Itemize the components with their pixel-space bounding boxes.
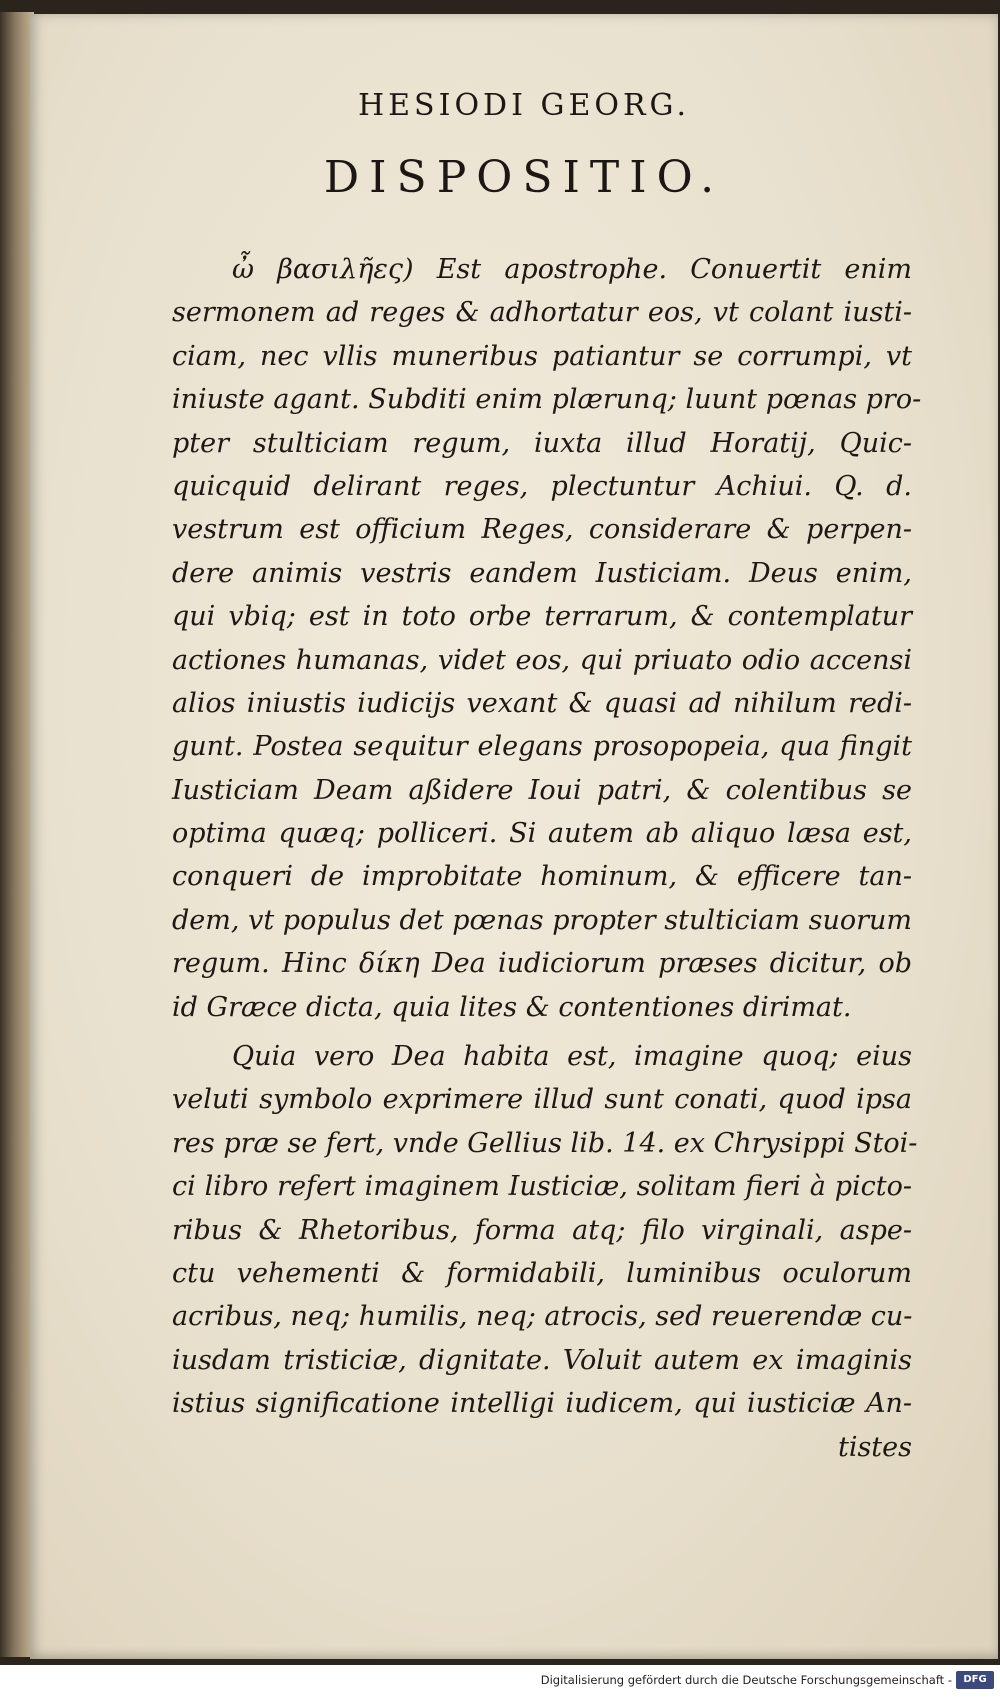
text-line: iusdam tristiciæ, dignitate. Voluit autem ex imaginis: [172, 1344, 912, 1376]
text-line: iniuste agant. Subditi enim plærunq; luunt pœnas pro-: [172, 384, 922, 416]
text-line: sermonem ad reges & adhortatur eos, vt colant iusti-: [172, 297, 912, 329]
text-line: ciam, nec vllis muneribus patiantur se corrumpi, vt: [172, 340, 912, 372]
text-line: regum. Hinc δίκη Dea iudiciorum præses dicitur, ob: [172, 948, 912, 980]
text-line: Iusticiam Deam aßidere Ioui patri, & colentibus se: [172, 774, 912, 806]
text-line: ribus & Rhetoribus, forma atq; filo virginali, aspe-: [172, 1214, 912, 1246]
text-line: ὦ βασιλῆες) Est apostrophe. Conuertit enim: [232, 254, 912, 285]
book-page: [30, 14, 998, 1659]
body-text: [172, 248, 922, 1469]
text-line: pter stulticiam regum, iuxta illud Horatij, Quic-: [172, 427, 912, 459]
text-line: alios iniustis iudicijs vexant & quasi ad nihilum redi-: [172, 687, 912, 719]
text-line: id Græce dicta, quia lites & contentiones dirimat.: [172, 991, 852, 1023]
dfg-logo: DFG: [956, 1671, 994, 1689]
text-line: istius significatione intelligi iudicem, qui iusticiæ An-: [172, 1388, 912, 1420]
text-line: vestrum est officium Reges, considerare & perpen-: [172, 514, 912, 546]
text-line: acribus, neq; humilis, neq; atrocis, sed reuerendæ cu-: [172, 1301, 913, 1333]
book-edge: [0, 12, 34, 1657]
text-line: conqueri de improbitate hominum, & efficere tan-: [172, 861, 912, 893]
catchword: tistes: [837, 1431, 912, 1463]
text-line: actiones humanas, videt eos, qui priuato odio accensi: [172, 644, 912, 676]
text-line: dem, vt populus det pœnas propter stulticiam suorum: [172, 904, 912, 936]
text-line: gunt. Postea sequitur elegans prosopopeia, qua fingit: [172, 731, 912, 763]
text-line: res præ se fert, vnde Gellius lib. 14. ex Chrysippi Stoi-: [172, 1127, 918, 1159]
text-line: veluti symbolo exprimere illud sunt conati, quod ipsa: [172, 1084, 912, 1116]
funding-credit: Digitalisierung gefördert durch die Deutsche Forschungsgemeinschaft -: [540, 1673, 952, 1687]
text-line: qui vbiq; est in toto orbe terrarum, & contemplatur: [172, 601, 912, 633]
footer-bar: [0, 1665, 1000, 1697]
text-line: optima quæq; polliceri. Si autem ab aliquo læsa est,: [172, 818, 912, 850]
text-line: Quia vero Dea habita est, imagine quoq; eius: [232, 1041, 912, 1073]
text-line: quicquid delirant reges, plectuntur Achiui. Q. d.: [172, 470, 912, 502]
section-title: DISPOSITIO.: [323, 152, 725, 203]
text-line: ci libro refert imaginem Iusticiæ, solitam fieri à picto-: [172, 1171, 912, 1203]
text-line: dere animis vestris eandem Iusticiam. Deus enim,: [172, 557, 912, 589]
running-head: HESIODI GEORG.: [358, 88, 690, 123]
text-line: ctu vehementi & formidabili, luminibus oculorum: [172, 1257, 912, 1289]
